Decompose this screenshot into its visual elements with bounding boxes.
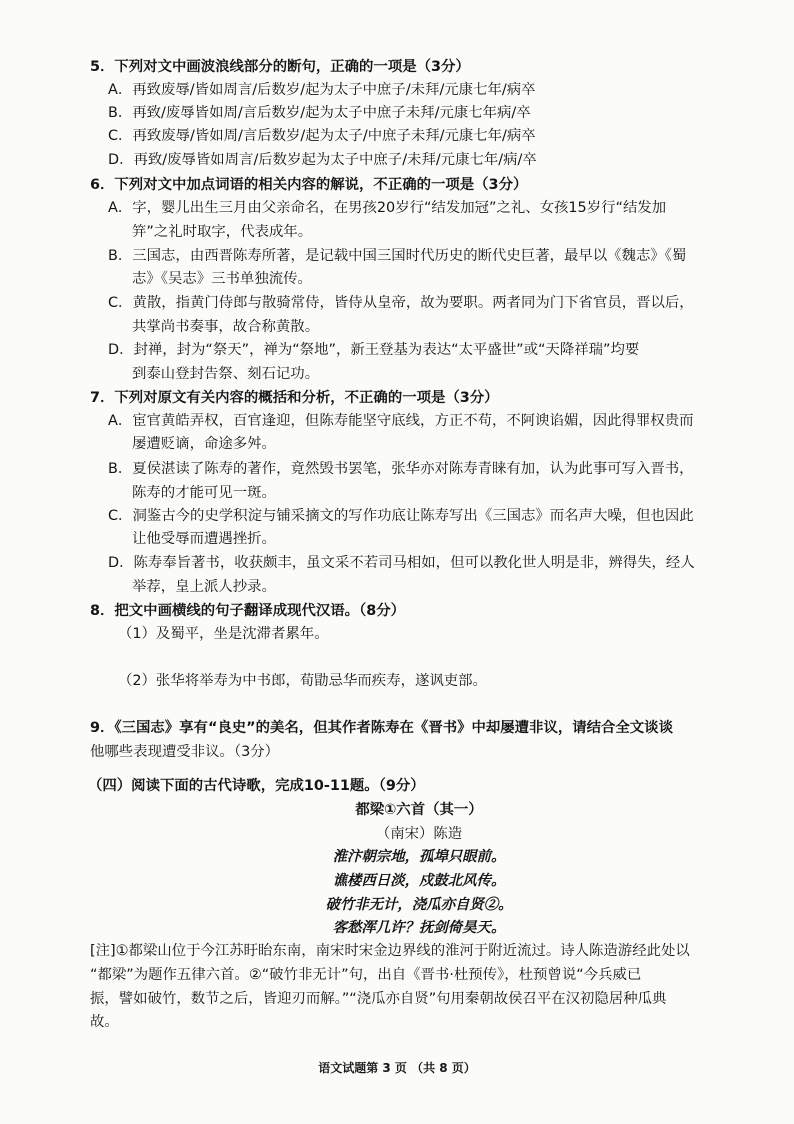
question-7-option-b-line2: 陈寿的才能可见一斑。	[132, 485, 276, 501]
question-6-option-b-line1: B．三国志，由西晋陈寿所著，是记载中国三国时代历史的断代史巨著，最早以《魏志》《蜀	[108, 248, 687, 264]
question-5-option-d: D．再致/废辱皆如周言/后数岁起为太子中庶子/未拜/元康七年/病/卒	[108, 152, 537, 168]
question-5-option-b: B．再致/废辱皆如周/言后数岁/起为太子中庶子未拜/元康七年病/卒	[108, 105, 531, 121]
poem-verse-3: 破竹非无计，浇瓜亦自贤②。	[325, 896, 513, 913]
question-8-stem: 8．把文中画横线的句子翻译成现代汉语。（8分）	[90, 603, 406, 619]
question-6-option-d-line2: 到泰山登封告祭、刻石记功。	[132, 366, 320, 382]
question-6-option-c-line1: C．黄散，指黄门侍郎与散骑常侍，皆侍从皇帝，故为要职。两者同为门下省官员，晋以后，	[108, 295, 694, 311]
question-7-option-a-line2: 屡遭贬谪，命途多舛。	[132, 436, 276, 452]
question-6-option-a-line2: 笄”之礼时取字，代表成年。	[132, 224, 313, 240]
question-9-line2: 他哪些表现遭受非议。（3分）	[90, 744, 280, 760]
poem-note-line2: “都梁”为题作五律六首。②“破竹非无计”句，出自《晋书·杜预传》，杜预曾说“今兵威已	[90, 967, 642, 983]
poem-note-line3: 振，譬如破竹，数节之后，皆迎刃而解。”“浇瓜亦自贤”句用秦朝故侯召平在汉初隐居种瓜典	[90, 991, 667, 1007]
question-8-sentence-1: （1）及蜀平，坐是沈滞者累年。	[118, 626, 329, 642]
question-7-stem: 7．下列对原文有关内容的概括和分析，不正确的一项是（3分）	[90, 390, 499, 406]
poem-verse-4: 客愁浑几许？抚剑倚昊天。	[332, 919, 506, 936]
question-7-option-a-line1: A．宦官黄皓弄权，百官逢迎，但陈寿能坚守底线，方正不苟，不阿谀谄媚，因此得罪权贵而	[108, 413, 694, 429]
question-6-stem: 6．下列对文中加点词语的相关内容的解说，不正确的一项是（3分）	[90, 177, 528, 193]
section-4-heading: （四）阅读下面的古代诗歌，完成10-11题。（9分）	[88, 778, 425, 794]
poem-author: （南宋）陈造	[375, 826, 463, 842]
poem-verse-1: 淮汴朝宗地，孤埠只眼前。	[332, 848, 506, 865]
question-7-option-d-line1: D．陈寿奉旨著书，收获颇丰，虽文采不若司马相如，但可以教化世人明是非，辨得失，经人	[108, 555, 695, 571]
question-7-option-c-line2: 让他受辱而遭遇挫折。	[132, 531, 276, 547]
question-9-line1: 9．《三国志》享有“良史”的美名，但其作者陈寿在《晋书》中却屡遭非议，请结合全文谈谈	[90, 720, 673, 736]
poem-title: 都梁①六首（其一）	[355, 802, 483, 818]
question-5-option-a: A．再致废辱/皆如周言/后数岁/起为太子中庶子/未拜/元康七年/病卒	[108, 82, 536, 98]
page-footer: 语文试题第 3 页 （共 8 页）	[318, 1061, 476, 1075]
question-6-option-c-line2: 共掌尚书奏事，故合称黄散。	[132, 319, 320, 335]
question-6-option-a-line1: A．字，婴儿出生三月由父亲命名，在男孩20岁行“结发加冠”之礼、女孩15岁行“结发加	[108, 200, 667, 216]
question-5-option-c: C．再致废辱/皆如周/言后数岁/起为太子/中庶子未拜/元康七年/病卒	[108, 128, 536, 144]
question-7-option-c-line1: C．洞鉴古今的史学积淀与铺采摘文的写作功底让陈寿写出《三国志》而名声大噪，但也因此	[108, 508, 694, 524]
question-7-option-d-line2: 举荐，皇上派人抄录。	[132, 579, 276, 595]
question-8-sentence-2: （2）张华将举寿为中书郎，荀勖忌华而疾寿，遂讽吏部。	[118, 673, 487, 689]
question-6-option-b-line2: 志》《吴志》三书单独流传。	[132, 271, 312, 287]
question-7-option-b-line1: B．夏侯湛读了陈寿的著作，竟然毁书罢笔，张华亦对陈寿青睐有加，认为此事可写入晋书，	[108, 461, 694, 477]
poem-note-line4: 故。	[90, 1014, 119, 1030]
poem-verse-2: 谯楼西日淡，戍鼓北风传。	[332, 872, 506, 889]
question-5-stem: 5．下列对文中画波浪线部分的断句，正确的一项是（3分）	[90, 59, 470, 75]
poem-note-line1: [注]①都梁山位于今江苏盱眙东南，南宋时宋金边界线的淮河于附近流过。诗人陈造游经此处以	[90, 943, 690, 959]
question-6-option-d-line1: D．封禅，封为“祭天”，禅为“祭地”，新王登基为表达“太平盛世”或“天降祥瑞”均要	[108, 342, 640, 358]
